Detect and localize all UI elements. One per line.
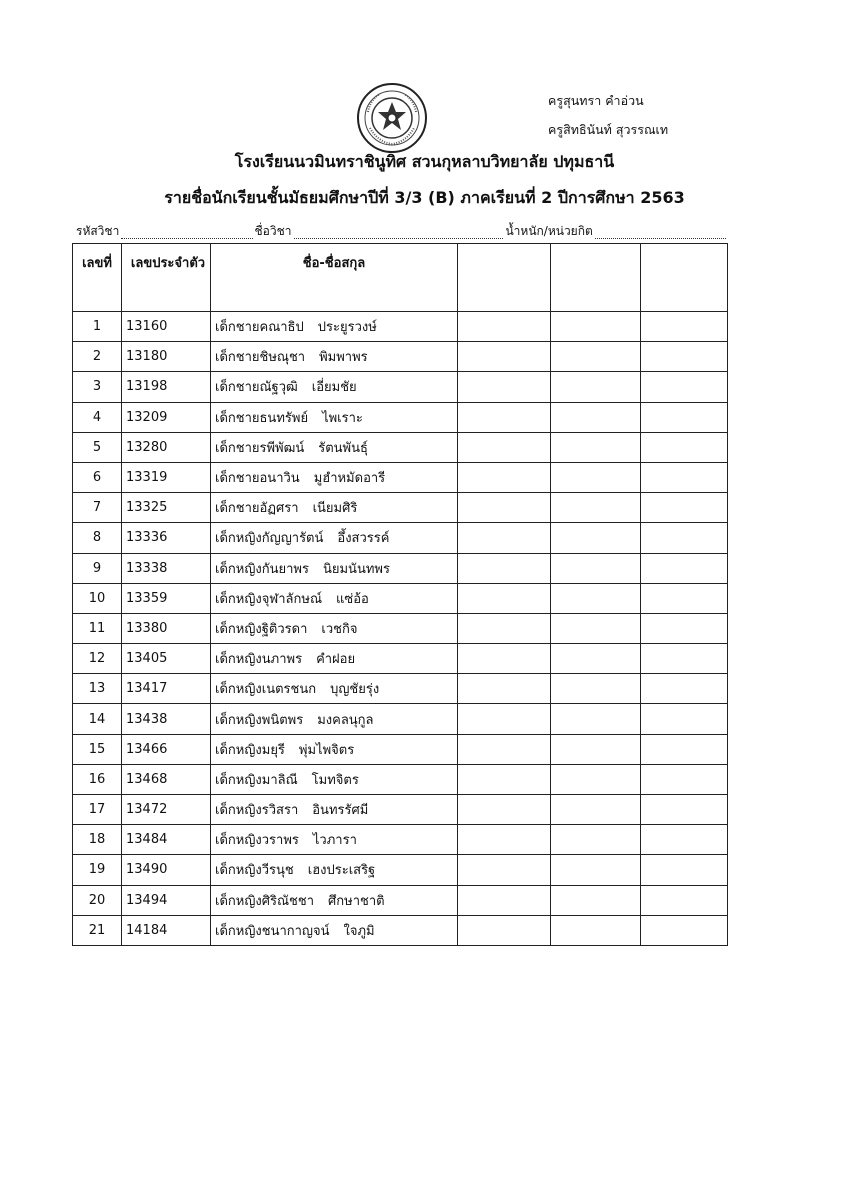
- row-blank-1: [458, 342, 551, 372]
- row-student-id: 13417: [122, 674, 211, 704]
- table-row: [73, 795, 728, 825]
- row-blank-3: [641, 613, 728, 643]
- row-blank-2: [551, 493, 641, 523]
- first-name: เด็กหญิงมยุรี: [215, 742, 285, 758]
- last-name: มงคลนุกูล: [317, 712, 374, 728]
- first-name: เด็กหญิงนภาพร: [215, 652, 303, 668]
- row-blank-1: [458, 493, 551, 523]
- row-number: 1: [73, 312, 122, 342]
- row-number: 11: [73, 613, 122, 643]
- row-blank-1: [458, 825, 551, 855]
- row-blank-3: [641, 462, 728, 492]
- row-blank-3: [641, 402, 728, 432]
- first-name: เด็กหญิงศิริณัชชา: [215, 893, 314, 909]
- row-full-name: [211, 674, 458, 704]
- row-blank-1: [458, 704, 551, 734]
- first-name: เด็กหญิงจุฬาลักษณ์: [215, 591, 323, 607]
- row-blank-2: [551, 312, 641, 342]
- last-name: คำฝอย: [316, 652, 356, 668]
- header-number: เลขที่: [73, 244, 122, 312]
- first-name: เด็กหญิงพนิตพร: [215, 712, 304, 728]
- row-student-id: 13494: [122, 885, 211, 915]
- row-blank-1: [458, 885, 551, 915]
- last-name: ใจภูมิ: [343, 923, 375, 939]
- row-full-name: [211, 312, 458, 342]
- row-blank-2: [551, 885, 641, 915]
- row-blank-1: [458, 855, 551, 885]
- row-blank-3: [641, 432, 728, 462]
- row-number: 14: [73, 704, 122, 734]
- row-blank-2: [551, 795, 641, 825]
- row-student-id: 14184: [122, 915, 211, 945]
- row-number: 12: [73, 644, 122, 674]
- row-student-id: 13338: [122, 553, 211, 583]
- subject-fields: [76, 222, 728, 241]
- table-row: [73, 372, 728, 402]
- first-name: เด็กหญิงกันยาพร: [215, 561, 309, 577]
- table-row: [73, 704, 728, 734]
- row-full-name: [211, 342, 458, 372]
- row-blank-2: [551, 855, 641, 885]
- first-name: เด็กชายณัฐวุฒิ: [215, 380, 298, 396]
- row-blank-1: [458, 432, 551, 462]
- row-blank-1: [458, 372, 551, 402]
- row-blank-3: [641, 644, 728, 674]
- last-name: มูฮำหมัดอารี: [313, 471, 386, 487]
- last-name: เอี่ยมชัย: [311, 380, 357, 396]
- row-blank-2: [551, 764, 641, 794]
- row-blank-1: [458, 523, 551, 553]
- row-student-id: 13209: [122, 402, 211, 432]
- row-blank-3: [641, 885, 728, 915]
- first-name: เด็กชายคณาธิป: [215, 320, 304, 336]
- row-blank-2: [551, 734, 641, 764]
- row-student-id: 13484: [122, 825, 211, 855]
- row-number: 13: [73, 674, 122, 704]
- row-number: 8: [73, 523, 122, 553]
- header-student-id: เลขประจำตัว: [122, 244, 211, 312]
- first-name: เด็กชายรพีพัฒน์: [215, 440, 305, 456]
- last-name: บุญชัยรุ่ง: [330, 682, 380, 698]
- first-name: เด็กหญิงฐิติวรดา: [215, 621, 308, 637]
- row-full-name: [211, 523, 458, 553]
- row-blank-2: [551, 342, 641, 372]
- row-full-name: [211, 825, 458, 855]
- row-blank-1: [458, 674, 551, 704]
- row-number: 10: [73, 583, 122, 613]
- last-name: อึ้งสวรรค์: [337, 531, 390, 547]
- row-student-id: 13490: [122, 855, 211, 885]
- row-number: 4: [73, 402, 122, 432]
- header-blank-1: [458, 244, 551, 312]
- row-student-id: 13336: [122, 523, 211, 553]
- table-row: [73, 644, 728, 674]
- table-row: [73, 764, 728, 794]
- row-number: 20: [73, 885, 122, 915]
- last-name: ประยูรวงษ์: [317, 320, 377, 336]
- table-row: [73, 553, 728, 583]
- last-name: โมทจิตร: [311, 772, 359, 788]
- row-number: 15: [73, 734, 122, 764]
- row-blank-1: [458, 644, 551, 674]
- first-name: เด็กชายธนทรัพย์: [215, 410, 309, 426]
- credit-label: น้ำหนัก/หน่วยกิต: [505, 224, 593, 238]
- table-row: [73, 825, 728, 855]
- row-blank-3: [641, 553, 728, 583]
- row-blank-3: [641, 825, 728, 855]
- subject-code-blank: [121, 226, 252, 239]
- row-full-name: [211, 855, 458, 885]
- first-name: เด็กหญิงมาลิณี: [215, 772, 298, 788]
- row-full-name: [211, 583, 458, 613]
- student-roster-table: [72, 243, 728, 946]
- row-blank-3: [641, 523, 728, 553]
- last-name: ไพเราะ: [322, 410, 363, 426]
- row-student-id: 13472: [122, 795, 211, 825]
- row-blank-2: [551, 583, 641, 613]
- last-name: นิยมนันทพร: [322, 561, 390, 577]
- first-name: เด็กหญิงเนตรชนก: [215, 682, 317, 698]
- row-number: 3: [73, 372, 122, 402]
- table-row: [73, 342, 728, 372]
- first-name: เด็กหญิงกัญญารัตน์: [215, 531, 324, 547]
- header-blank-2: [551, 244, 641, 312]
- row-student-id: 13438: [122, 704, 211, 734]
- table-row: [73, 432, 728, 462]
- teacher-1: ครูสุนทรา คำอ่วน: [548, 93, 644, 108]
- last-name: เนียมศิริ: [312, 501, 358, 517]
- row-number: 2: [73, 342, 122, 372]
- table-row: [73, 402, 728, 432]
- row-blank-1: [458, 764, 551, 794]
- row-full-name: [211, 402, 458, 432]
- last-name: เวชกิจ: [321, 621, 358, 637]
- row-blank-3: [641, 312, 728, 342]
- header-full-name: ชื่อ-ชื่อสกุล: [211, 244, 458, 312]
- row-blank-1: [458, 312, 551, 342]
- row-blank-3: [641, 372, 728, 402]
- row-blank-1: [458, 402, 551, 432]
- row-student-id: 13405: [122, 644, 211, 674]
- row-student-id: 13280: [122, 432, 211, 462]
- row-student-id: 13325: [122, 493, 211, 523]
- last-name: เฮงประเสริฐ: [307, 863, 376, 879]
- row-blank-2: [551, 915, 641, 945]
- row-blank-1: [458, 553, 551, 583]
- row-full-name: [211, 795, 458, 825]
- first-name: เด็กหญิงวราพร: [215, 833, 299, 849]
- row-blank-3: [641, 915, 728, 945]
- last-name: ศึกษาชาติ: [328, 893, 385, 909]
- row-blank-3: [641, 764, 728, 794]
- subject-name-label: ชื่อวิชา: [254, 224, 292, 238]
- row-blank-2: [551, 825, 641, 855]
- row-blank-2: [551, 613, 641, 643]
- row-blank-2: [551, 674, 641, 704]
- row-number: 5: [73, 432, 122, 462]
- table-row: [73, 583, 728, 613]
- row-blank-3: [641, 583, 728, 613]
- row-student-id: 13359: [122, 583, 211, 613]
- row-blank-2: [551, 462, 641, 492]
- subject-name-blank: [294, 226, 504, 239]
- school-seal-logo: [356, 82, 428, 154]
- row-blank-2: [551, 553, 641, 583]
- row-full-name: [211, 885, 458, 915]
- row-blank-1: [458, 915, 551, 945]
- row-blank-1: [458, 462, 551, 492]
- table-row: [73, 462, 728, 492]
- row-student-id: 13319: [122, 462, 211, 492]
- row-blank-3: [641, 734, 728, 764]
- table-row: [73, 885, 728, 915]
- row-full-name: [211, 553, 458, 583]
- row-student-id: 13180: [122, 342, 211, 372]
- last-name: แซ่อ้อ: [336, 591, 369, 607]
- row-blank-3: [641, 674, 728, 704]
- table-row: [73, 613, 728, 643]
- first-name: เด็กชายอัฏศรา: [215, 501, 299, 517]
- table-row: [73, 312, 728, 342]
- first-name: เด็กหญิงวีรนุช: [215, 863, 294, 879]
- row-full-name: [211, 764, 458, 794]
- header-blank-3: [641, 244, 728, 312]
- first-name: เด็กชายชิษณุชา: [215, 350, 306, 366]
- row-blank-1: [458, 795, 551, 825]
- row-blank-3: [641, 342, 728, 372]
- row-blank-3: [641, 704, 728, 734]
- row-full-name: [211, 372, 458, 402]
- row-blank-2: [551, 402, 641, 432]
- school-title: โรงเรียนนวมินทราชินูทิศ สวนกุหลาบวิทยาลัย ปทุมธานี: [234, 152, 615, 171]
- row-blank-3: [641, 795, 728, 825]
- last-name: พุ่มไพจิตร: [298, 742, 355, 758]
- first-name: เด็กหญิงชนากาญจน์: [215, 923, 330, 939]
- last-name: อินทรรัศมี: [312, 803, 369, 819]
- row-blank-3: [641, 493, 728, 523]
- row-blank-2: [551, 432, 641, 462]
- row-blank-1: [458, 613, 551, 643]
- row-full-name: [211, 493, 458, 523]
- row-full-name: [211, 432, 458, 462]
- roster-body: [73, 312, 728, 946]
- first-name: เด็กหญิงรวิสรา: [215, 803, 299, 819]
- table-row: [73, 915, 728, 945]
- table-row: [73, 674, 728, 704]
- row-full-name: [211, 644, 458, 674]
- row-full-name: [211, 704, 458, 734]
- row-full-name: [211, 734, 458, 764]
- row-student-id: 13380: [122, 613, 211, 643]
- last-name: รัตนพันธุ์: [318, 440, 368, 456]
- row-blank-2: [551, 704, 641, 734]
- row-number: 7: [73, 493, 122, 523]
- row-student-id: 13466: [122, 734, 211, 764]
- row-number: 16: [73, 764, 122, 794]
- row-student-id: 13468: [122, 764, 211, 794]
- row-number: 18: [73, 825, 122, 855]
- list-title: รายชื่อนักเรียนชั้นมัธยมศึกษาปีที่ 3/3 (B) ภาคเรียนที่ 2 ปีการศึกษา 2563: [164, 188, 685, 207]
- table-row: [73, 734, 728, 764]
- row-blank-1: [458, 734, 551, 764]
- credit-blank: [595, 226, 726, 239]
- row-blank-2: [551, 644, 641, 674]
- row-student-id: 13160: [122, 312, 211, 342]
- table-header-row: [73, 244, 728, 312]
- table-row: [73, 493, 728, 523]
- row-blank-3: [641, 855, 728, 885]
- row-number: 21: [73, 915, 122, 945]
- row-student-id: 13198: [122, 372, 211, 402]
- row-number: 9: [73, 553, 122, 583]
- table-row: [73, 855, 728, 885]
- last-name: พิมพาพร: [319, 350, 368, 366]
- last-name: ไวภารา: [312, 833, 357, 849]
- row-full-name: [211, 613, 458, 643]
- row-number: 6: [73, 462, 122, 492]
- row-full-name: [211, 915, 458, 945]
- table-row: [73, 523, 728, 553]
- row-blank-2: [551, 523, 641, 553]
- row-blank-2: [551, 372, 641, 402]
- row-number: 17: [73, 795, 122, 825]
- first-name: เด็กชายอนาวิน: [215, 471, 300, 487]
- row-full-name: [211, 462, 458, 492]
- teacher-2: ครูสิทธินันท์ สุวรรณเท: [548, 122, 669, 137]
- teacher-names: [548, 86, 668, 144]
- row-blank-1: [458, 583, 551, 613]
- subject-code-label: รหัสวิชา: [76, 224, 120, 238]
- row-number: 19: [73, 855, 122, 885]
